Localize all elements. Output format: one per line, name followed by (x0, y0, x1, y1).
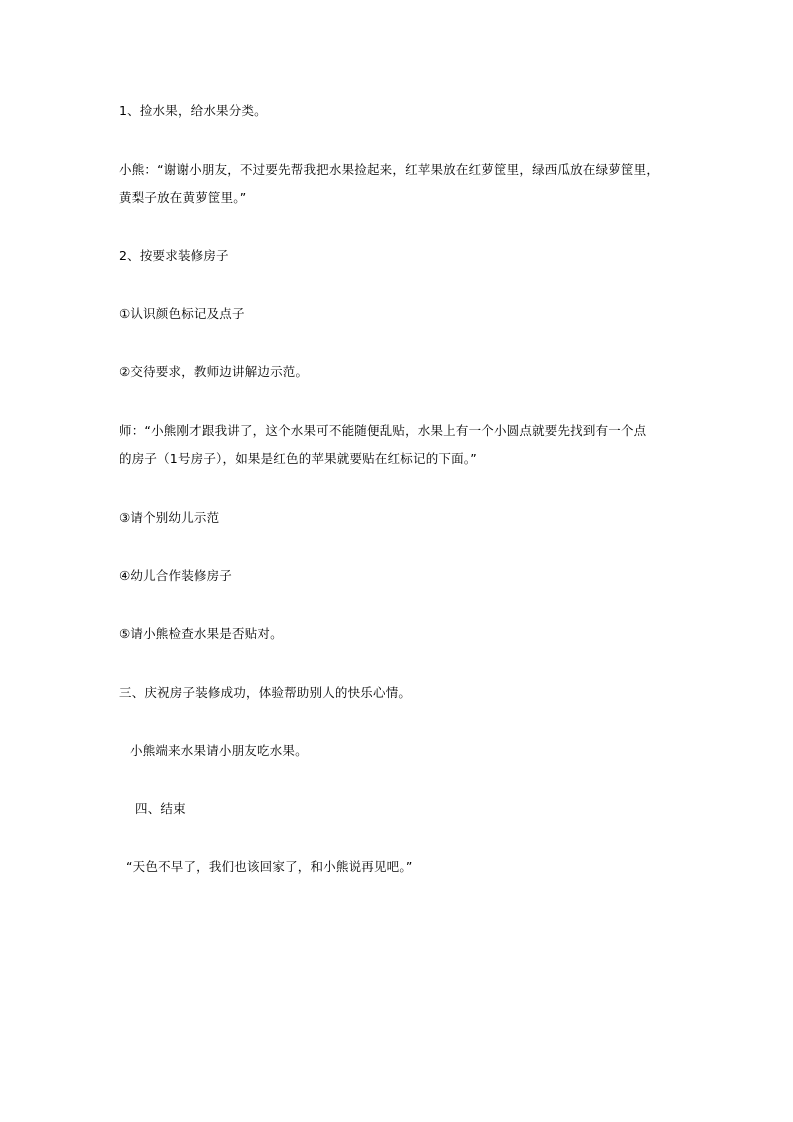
substep-5: ⑤请小熊检查水果是否贴对。 (119, 626, 283, 641)
substep-2: ②交待要求，教师边讲解边示范。 (119, 364, 309, 379)
substep-4: ④幼儿合作装修房子 (119, 568, 233, 583)
section-3-heading: 三、庆祝房子装修成功，体验帮助别人的快乐心情。 (119, 685, 412, 700)
teacher-dialogue-line-2: 的房子（1号房子），如果是红色的苹果就要贴在红标记的下面。” (119, 451, 477, 466)
substep-3: ③请个别幼儿示范 (119, 510, 220, 525)
substep-1: ①认识颜色标记及点子 (119, 306, 245, 321)
teacher-dialogue-line-1: 师：“小熊刚才跟我讲了，这个水果可不能随便乱贴，水果上有一个小圆点就要先找到有一个点 (119, 423, 647, 438)
step-2-heading: 2、按要求装修房子 (119, 248, 229, 263)
section-4-heading: 四、结束 (135, 801, 186, 816)
bear-serves-fruit: 小熊端来水果请小朋友吃水果。 (130, 743, 308, 758)
closing-dialogue: “天色不早了，我们也该回家了，和小熊说再见吧。” (126, 859, 413, 874)
bear-dialogue-line-2: 黄梨子放在黄萝筐里。” (119, 190, 247, 205)
step-1-heading: 1、捡水果，给水果分类。 (119, 103, 267, 118)
bear-dialogue-line-1: 小熊：“谢谢小朋友，不过要先帮我把水果捡起来，红苹果放在红萝筐里，绿西瓜放在绿萝筐里， (119, 162, 660, 177)
